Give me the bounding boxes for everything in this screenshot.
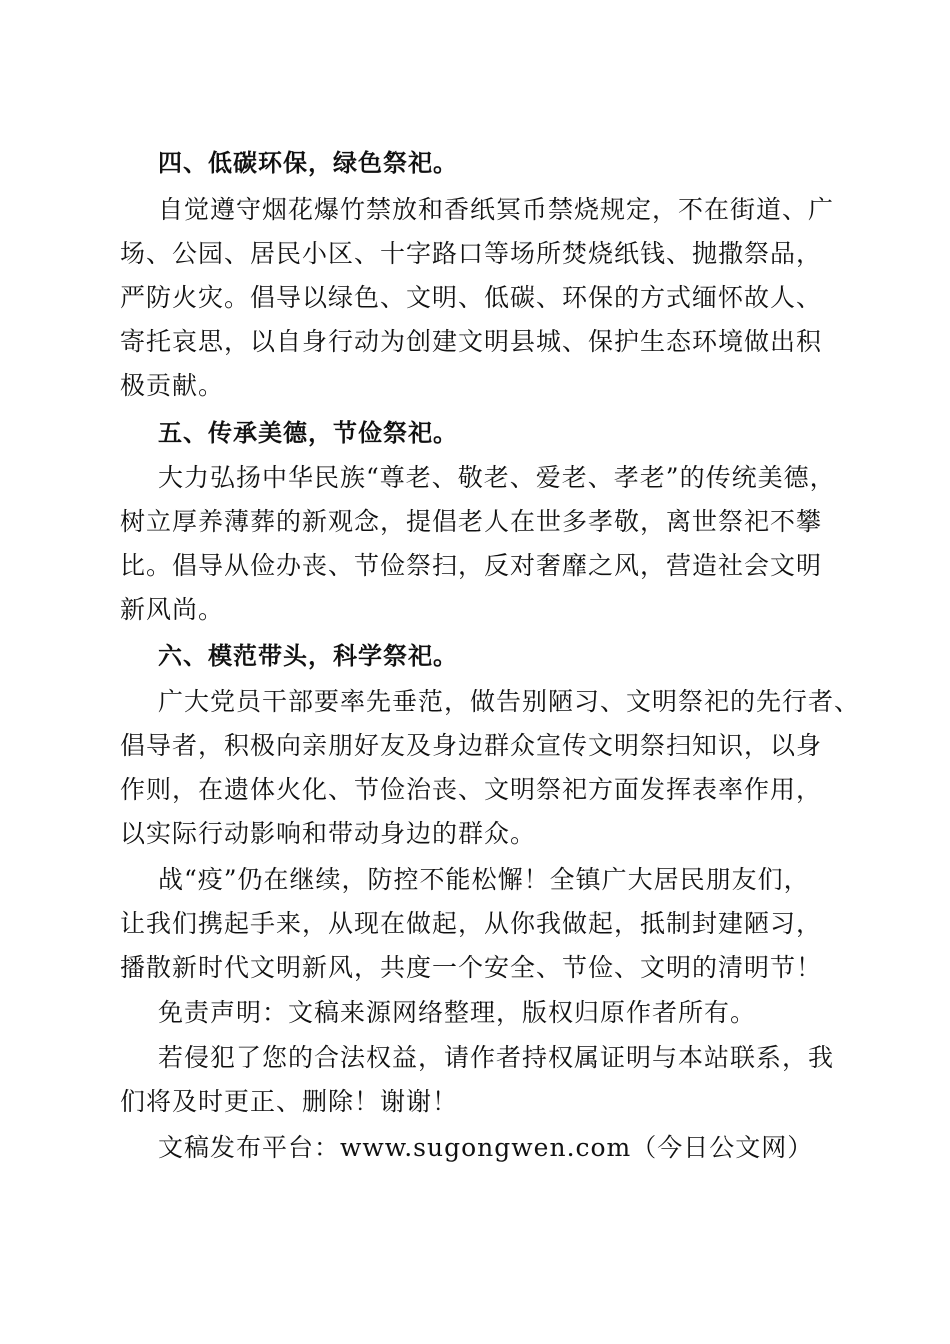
contact-line: 们将及时更正、删除！谢谢！ — [120, 1087, 459, 1116]
paragraph-line: 寄托哀思，以自身行动为创建文明县城、保护生态环境做出积 — [120, 327, 823, 356]
paragraph-line: 新风尚。 — [120, 595, 225, 624]
paragraph-line: 大力弘扬中华民族“尊老、敬老、爱老、孝老”的传统美德， — [158, 463, 836, 492]
paragraph-line: 自觉遵守烟花爆竹禁放和香纸冥币禁烧规定，不在街道、广 — [158, 195, 835, 224]
closing-line: 战“疫”仍在继续，防控不能松懈！全镇广大居民朋友们， — [158, 865, 810, 894]
section-heading-4: 四、低碳环保，绿色祭祀。 — [158, 149, 458, 177]
disclaimer-text: 免责声明：文稿来源网络整理，版权归原作者所有。 — [158, 998, 757, 1027]
paragraph-line: 广大党员干部要率先垂范，做告别陋习、文明祭祀的先行者、 — [158, 687, 861, 716]
section-heading-5: 五、传承美德，节俭祭祀。 — [158, 419, 458, 447]
paragraph-line: 比。倡导从俭办丧、节俭祭扫，反对奢靡之风，营造社会文明 — [120, 551, 823, 580]
paragraph-line: 以实际行动影响和带动身边的群众。 — [120, 819, 537, 848]
paragraph-line: 树立厚养薄葬的新观念，提倡老人在世多孝敬，离世祭祀不攀 — [120, 507, 823, 536]
platform-text: 文稿发布平台：www.sugongwen.com（今日公文网） — [158, 1133, 814, 1162]
paragraph-line: 场、公园、居民小区、十字路口等场所焚烧纸钱、抛撒祭品， — [120, 239, 823, 268]
paragraph-line: 作则，在遗体火化、节俭治丧、文明祭祀方面发挥表率作用， — [120, 775, 823, 804]
closing-line: 播散新时代文明新风，共度一个安全、节俭、文明的清明节！ — [120, 953, 823, 982]
paragraph-line: 严防火灾。倡导以绿色、文明、低碳、环保的方式缅怀故人、 — [120, 283, 823, 312]
paragraph-line: 倡导者，积极向亲朋好友及身边群众宣传文明祭扫知识，以身 — [120, 731, 823, 760]
section-heading-6: 六、模范带头，科学祭祀。 — [158, 642, 458, 670]
closing-line: 让我们携起手来，从现在做起，从你我做起，抵制封建陋习， — [120, 909, 823, 938]
contact-line: 若侵犯了您的合法权益，请作者持权属证明与本站联系，我 — [158, 1043, 835, 1072]
paragraph-line: 极贡献。 — [120, 371, 225, 400]
